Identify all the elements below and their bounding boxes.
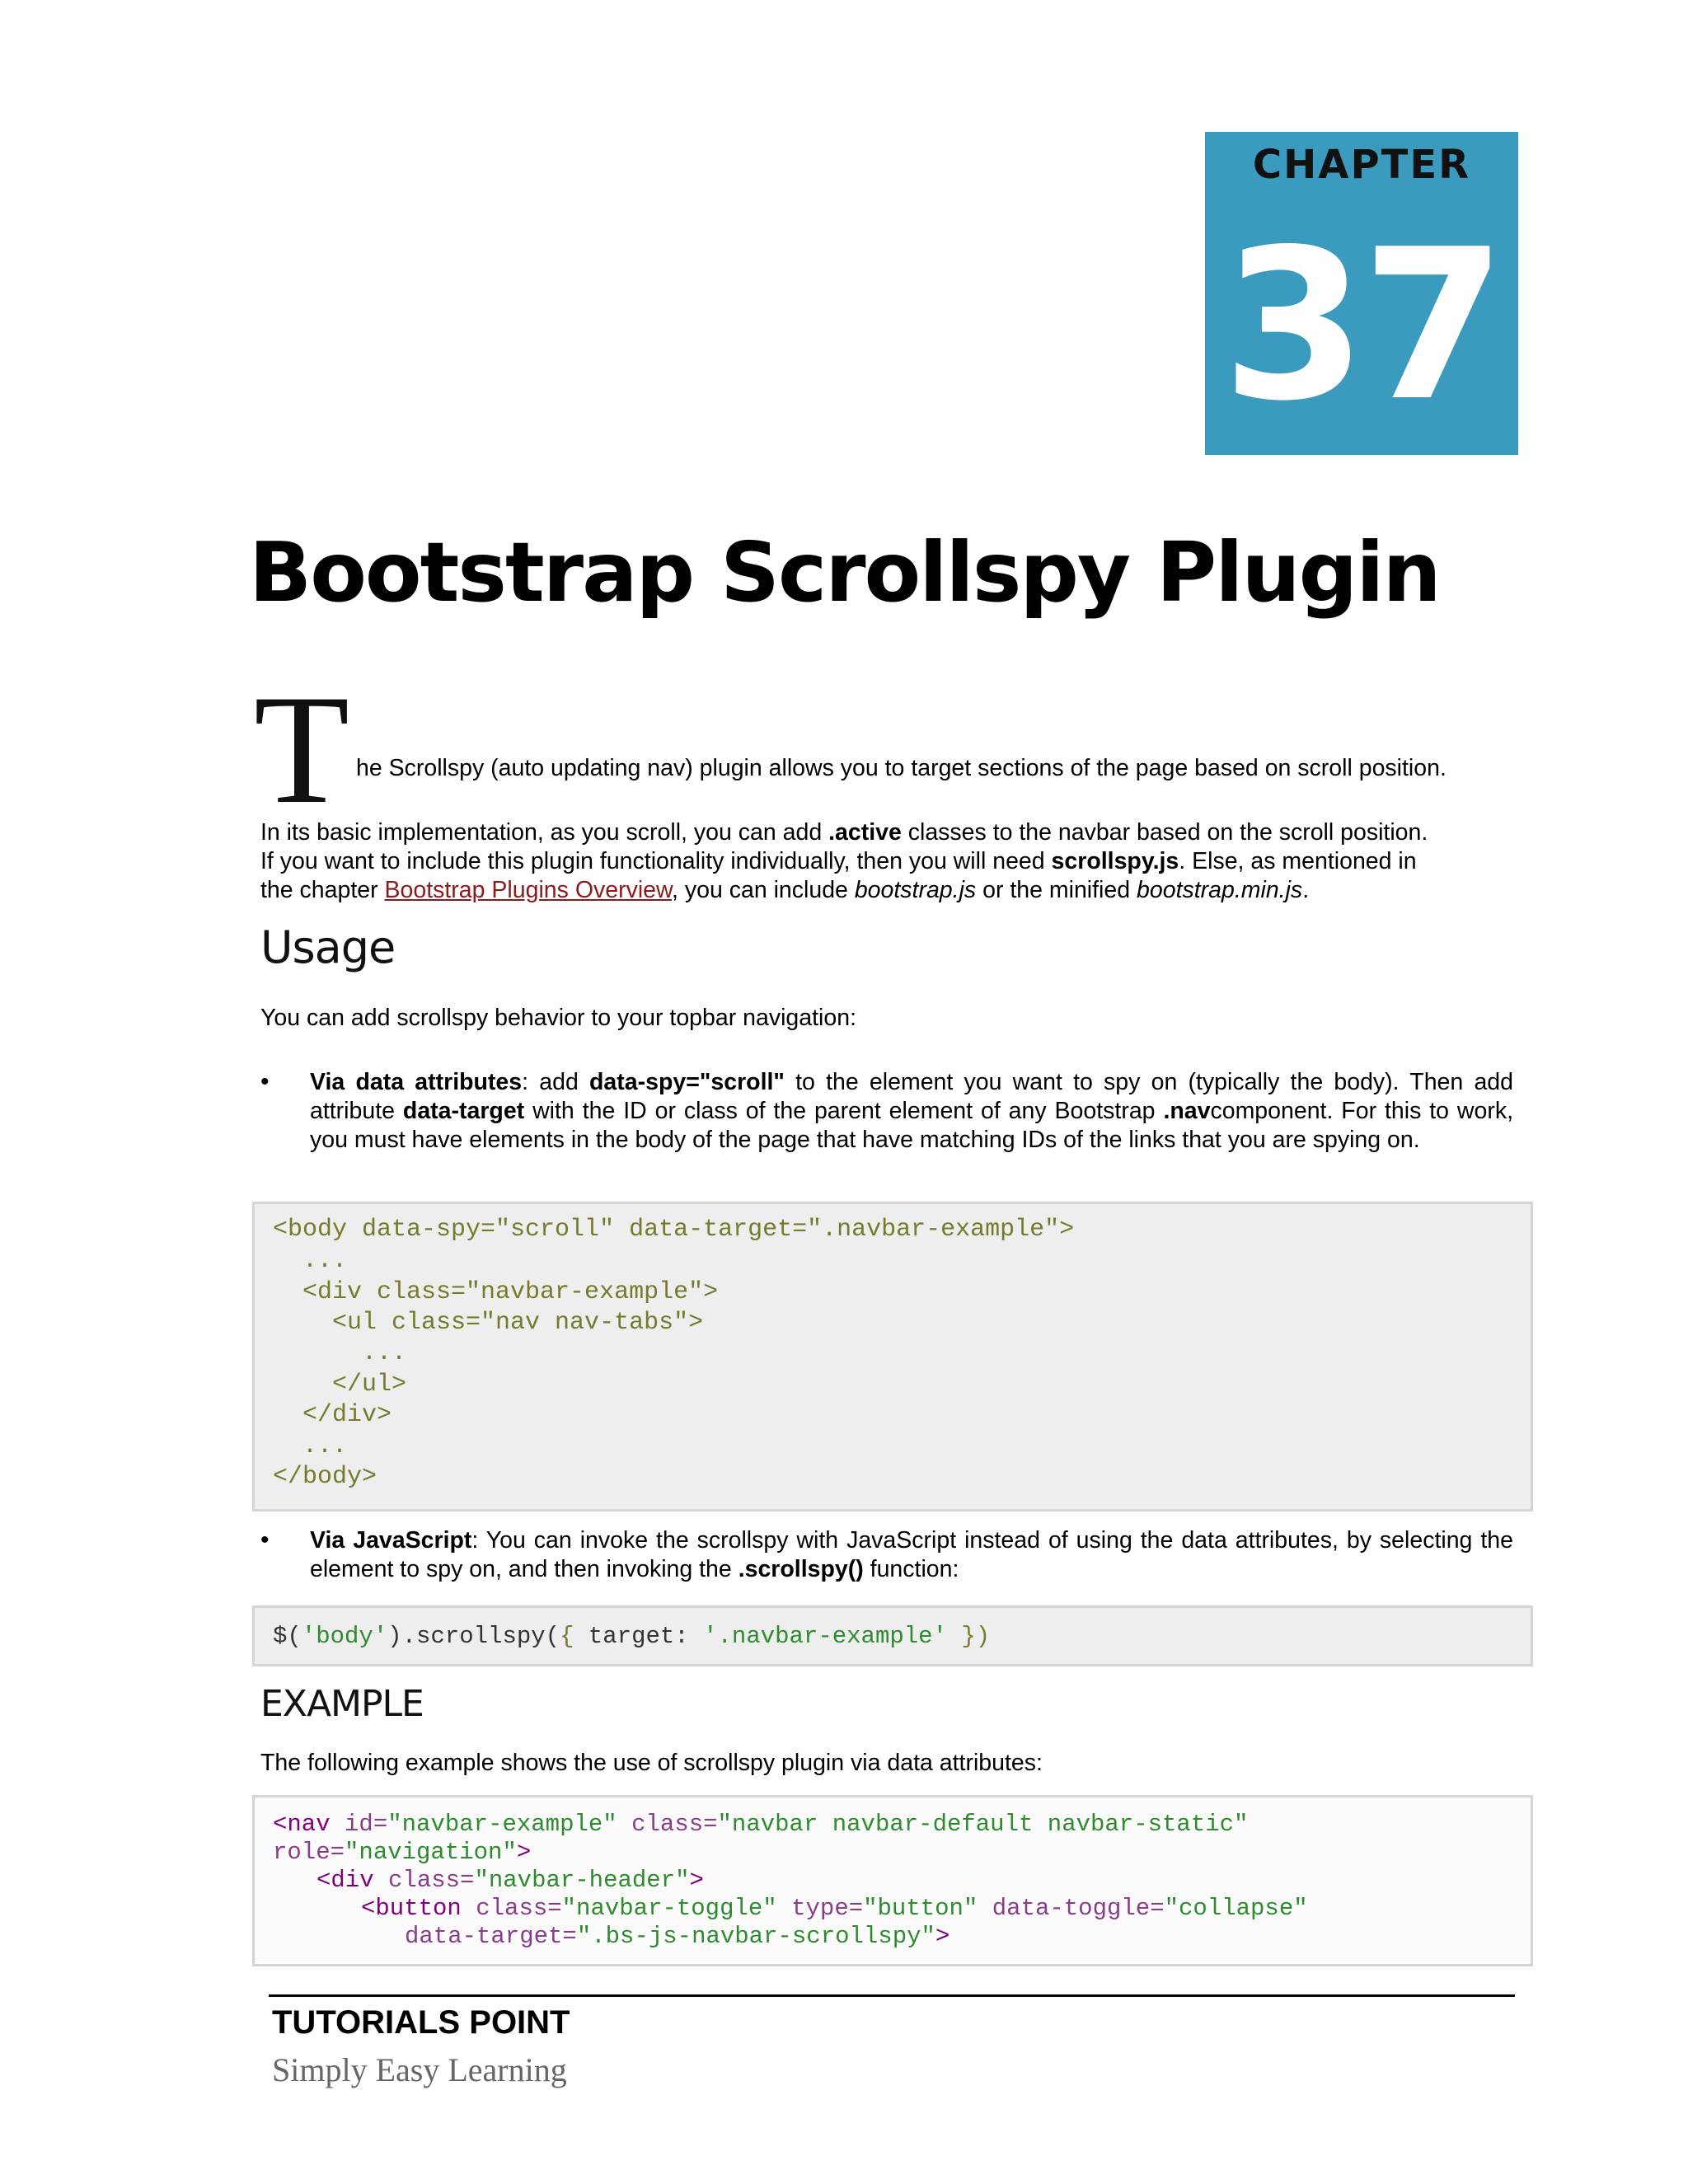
- chapter-badge: [1205, 132, 1518, 455]
- code-block-body: [252, 1202, 1533, 1511]
- code-line: <body data-spy="scroll" data-target=".navbar-example">: [273, 1216, 1075, 1244]
- text-run: to the element you want to spy on (typically the body). Then add attribute: [310, 1069, 1513, 1124]
- code-line: </ul>: [273, 1371, 407, 1399]
- paragraph-line: [260, 818, 1428, 847]
- footer-tagline: Simply Easy Learning: [272, 2051, 567, 2088]
- code-block-js: [252, 1605, 1533, 1666]
- code-token: ).scrollspy(: [387, 1623, 560, 1650]
- code-line: ...: [273, 1247, 348, 1275]
- paragraph-line: [260, 847, 1417, 876]
- text-run: component. For this to work, you must have elements in the body of the page that have matching IDs of the links that you are spying on.: [310, 1098, 1514, 1153]
- code-token: "collapse": [1164, 1895, 1308, 1922]
- code-line: [316, 1867, 704, 1894]
- bold-run: .active: [828, 819, 902, 846]
- code-token: target:: [588, 1623, 704, 1650]
- code-token: data-toggle=: [978, 1895, 1165, 1922]
- bootstrap-plugins-overview-link[interactable]: Bootstrap Plugins Overview: [384, 877, 673, 903]
- bullet-javascript: [310, 1526, 1513, 1584]
- code-token: 'body': [301, 1623, 388, 1650]
- bold-run: scrollspy.js: [1051, 848, 1179, 874]
- code-token: type=: [776, 1895, 864, 1922]
- code-block-example: [252, 1795, 1533, 1966]
- text-run: If you want to include this plugin functionality individually, then you will need: [260, 848, 1052, 874]
- code-token: class=: [461, 1895, 562, 1922]
- text-run: or the minified: [976, 877, 1137, 903]
- usage-intro: You can add scrollspy behavior to your topbar navigation:: [260, 1005, 856, 1031]
- code-token: <button: [361, 1895, 462, 1922]
- text-run: the chapter: [260, 877, 385, 903]
- footer-brand: TUTORIALS POINT: [272, 2004, 570, 2041]
- text-run: : You can invoke the scrollspy with JavaScript instead of using the data attributes, by selecting the element to spy on, and then invoking the: [310, 1527, 1513, 1582]
- code-line: [405, 1923, 950, 1950]
- footer-divider: [269, 1994, 1515, 1997]
- bullet-data-attributes: [310, 1068, 1513, 1155]
- text-run: with the ID or class of the parent element of any Bootstrap: [524, 1098, 1164, 1124]
- bullet-icon: •: [260, 1526, 270, 1554]
- code-token: data-target=: [405, 1923, 577, 1950]
- code-token: '.navbar-example': [703, 1623, 947, 1650]
- code-line: ...: [273, 1432, 348, 1460]
- italic-run: bootstrap.js: [854, 877, 977, 903]
- code-line: ...: [273, 1339, 407, 1367]
- code-token: class=: [617, 1811, 718, 1838]
- code-token: "navigation": [345, 1839, 517, 1866]
- code-token: "navbar navbar-default navbar-static": [717, 1811, 1249, 1838]
- paragraph-line: [260, 876, 1309, 905]
- code-token: >: [935, 1923, 950, 1950]
- bold-run: data-target: [402, 1098, 525, 1124]
- code-line: <ul class="nav nav-tabs">: [273, 1309, 704, 1337]
- code-token: "navbar-header": [474, 1867, 690, 1894]
- code-line: [273, 1839, 531, 1866]
- code-token: <nav: [273, 1811, 331, 1838]
- code-line: [273, 1623, 990, 1650]
- code-token: "navbar-toggle": [561, 1895, 777, 1922]
- code-token: "button": [863, 1895, 978, 1922]
- code-line: </body>: [273, 1463, 377, 1491]
- intro-text: he Scrollspy (auto updating nav) plugin allows you to target sections of the page based on scroll position.: [356, 755, 1447, 781]
- code-token: class=: [373, 1867, 475, 1894]
- drop-cap: T: [254, 663, 350, 837]
- bullet-icon: •: [260, 1068, 270, 1095]
- bold-run: data-spy="scroll": [589, 1069, 785, 1095]
- page-title: Bootstrap Scrollspy Plugin: [249, 524, 1440, 621]
- example-intro: The following example shows the use of scrollspy plugin via data attributes:: [260, 1750, 1043, 1776]
- text-run: , you can include: [672, 877, 855, 903]
- code-token: {: [560, 1623, 588, 1650]
- bold-run: Via data attributes: [310, 1069, 523, 1095]
- example-heading: EXAMPLE: [260, 1683, 424, 1725]
- text-run: .: [1302, 877, 1310, 903]
- code-token: $(: [273, 1623, 302, 1650]
- bold-run: .nav: [1163, 1098, 1211, 1124]
- code-token: }): [946, 1623, 991, 1650]
- text-run: : add: [522, 1069, 590, 1095]
- bold-run: Via JavaScript: [310, 1527, 472, 1554]
- text-run: function:: [863, 1556, 959, 1582]
- chapter-label: CHAPTER: [1252, 142, 1471, 188]
- text-run: In its basic implementation, as you scroll, you can add: [260, 819, 829, 846]
- code-token: >: [516, 1839, 532, 1866]
- code-line: </div>: [273, 1401, 392, 1429]
- code-token: role=: [273, 1839, 345, 1866]
- code-line: <div class="navbar-example">: [273, 1278, 719, 1306]
- usage-heading: Usage: [260, 921, 396, 973]
- code-line: [273, 1811, 1248, 1838]
- text-run: . Else, as mentioned in: [1179, 848, 1417, 874]
- code-token: ".bs-js-navbar-scrollspy": [576, 1923, 935, 1950]
- bold-run: .scrollspy(): [738, 1556, 864, 1582]
- code-token: id=: [330, 1811, 388, 1838]
- code-token: >: [689, 1867, 704, 1894]
- code-token: "navbar-example": [387, 1811, 617, 1838]
- chapter-number: 37: [1221, 205, 1502, 447]
- code-line: [361, 1895, 1308, 1922]
- code-token: <div: [316, 1867, 374, 1894]
- italic-run: bootstrap.min.js: [1137, 877, 1303, 903]
- text-run: classes to the navbar based on the scroll position.: [901, 819, 1428, 846]
